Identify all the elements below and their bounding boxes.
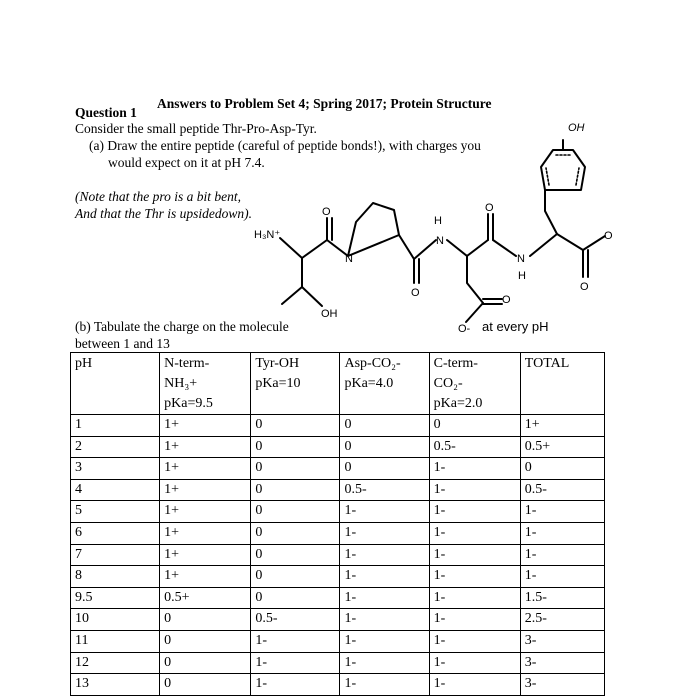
table-cell: 1: [71, 415, 160, 437]
thr-side-oh: [302, 287, 322, 306]
tyr-ring-inner: [546, 155, 579, 185]
pro-carbonyl: [399, 235, 414, 259]
table-cell: 0: [251, 501, 340, 523]
table-cell: 1-: [429, 652, 520, 674]
tyr-backbone: [530, 234, 583, 256]
thr-backbone: [280, 238, 302, 304]
carboxylate-note: at every pH: [482, 319, 549, 334]
table-cell: 1-: [340, 630, 429, 652]
table-row: [71, 458, 605, 480]
table-cell: 2.5-: [520, 609, 604, 631]
header-ph: pH: [71, 353, 160, 415]
table-cell: 0.5-: [251, 609, 340, 631]
note-line2: And that the Thr is upsidedown).: [75, 206, 253, 221]
thr-oh-label: OH: [321, 308, 338, 320]
table-row: [71, 415, 605, 437]
table-cell: 1-: [340, 501, 429, 523]
table-cell: 1-: [520, 522, 604, 544]
table-cell: 1-: [340, 566, 429, 588]
table-cell: 0: [429, 415, 520, 437]
table-cell: 3: [71, 458, 160, 480]
table-cell: 1+: [160, 436, 251, 458]
thr-carbonyl-o: [327, 218, 332, 240]
part-b-line2: between 1 and 13: [75, 336, 170, 351]
table-cell: 1+: [160, 566, 251, 588]
table-row: [71, 501, 605, 523]
tyr-co-o-label: O: [604, 230, 613, 242]
table-cell: 0: [251, 566, 340, 588]
table-cell: 0: [251, 587, 340, 609]
table-cell: 7: [71, 544, 160, 566]
table-cell: 1-: [429, 587, 520, 609]
table-cell: 1-: [251, 652, 340, 674]
tyr-carboxyl: [583, 250, 588, 277]
table-cell: 0: [160, 674, 251, 696]
table-cell: 0: [251, 436, 340, 458]
table-cell: 1-: [429, 566, 520, 588]
peptide-bond-2: [414, 240, 436, 259]
table-cell: 1+: [160, 458, 251, 480]
asp-backbone: [447, 240, 488, 256]
table-cell: 0.5-: [429, 436, 520, 458]
asp-carbonyl-o: [488, 214, 493, 240]
table-cell: 1+: [160, 522, 251, 544]
table-cell: 1+: [160, 415, 251, 437]
table-row: [71, 587, 605, 609]
table-cell: 1-: [429, 501, 520, 523]
table-cell: 1-: [340, 674, 429, 696]
table-row: [71, 522, 605, 544]
table-cell: 0: [251, 479, 340, 501]
table-cell: 9.5: [71, 587, 160, 609]
table-cell: 6: [71, 522, 160, 544]
asp-carboxylate-o: [483, 299, 502, 304]
carboxylate-label: O-: [458, 323, 471, 335]
table-cell: 1-: [520, 566, 604, 588]
pro-o-label: O: [411, 287, 420, 299]
note-line1: (Note that the pro is a bit bent,: [75, 189, 241, 204]
table-cell: 1-: [429, 544, 520, 566]
table-cell: 12: [71, 652, 160, 674]
table-cell: 4: [71, 479, 160, 501]
table-cell: 2: [71, 436, 160, 458]
table-row: [71, 436, 605, 458]
table-cell: 1+: [160, 501, 251, 523]
asp-co-o-label: O: [485, 202, 494, 214]
table-cell: 0: [340, 415, 429, 437]
pro-carbonyl-o: [414, 259, 419, 283]
table-cell: 0: [340, 458, 429, 480]
table-cell: 1-: [429, 674, 520, 696]
amine-label: H₃N⁺: [254, 229, 281, 241]
table-cell: 1-: [429, 609, 520, 631]
header-total: TOTAL: [520, 353, 604, 415]
table-cell: 8: [71, 566, 160, 588]
table-cell: 1-: [340, 652, 429, 674]
table-cell: 1+: [520, 415, 604, 437]
tyr-carboxyl-o: [583, 236, 605, 250]
table-cell: 1-: [340, 609, 429, 631]
page-title: Answers to Problem Set 4; Spring 2017; Protein Structure: [157, 96, 492, 111]
table-cell: 10: [71, 609, 160, 631]
table-row: [71, 630, 605, 652]
table-cell: 0: [251, 458, 340, 480]
table-cell: 1-: [429, 522, 520, 544]
part-a-line2: would expect on it at pH 7.4.: [108, 155, 265, 170]
tyr-h-label: H: [518, 270, 526, 282]
question-label: Question 1: [75, 105, 137, 120]
header-asp: Asp-CO₂- pKa=4.0: [340, 353, 429, 415]
part-b-line1: (b) Tabulate the charge on the molecule: [75, 319, 289, 334]
thr-o-label: O: [322, 206, 331, 218]
table-cell: 1+: [160, 479, 251, 501]
table-row: [71, 652, 605, 674]
table-cell: 0.5+: [160, 587, 251, 609]
part-a-line1: (a) Draw the entire peptide (careful of peptide bonds!), with charges you: [89, 138, 481, 153]
asp-h-label: H: [434, 215, 442, 227]
tyr-oh-label: OH: [568, 122, 585, 134]
peptide-bond-3: [493, 240, 516, 256]
table-cell: 1-: [429, 630, 520, 652]
table-cell: 0: [160, 652, 251, 674]
table-cell: 1-: [429, 458, 520, 480]
table-cell: 0: [251, 544, 340, 566]
tyr-n-label: N: [517, 253, 525, 265]
table-cell: 0.5-: [520, 479, 604, 501]
table-cell: 0: [251, 415, 340, 437]
table-cell: 1-: [340, 522, 429, 544]
asp-carboxylate-ominus: [466, 303, 483, 322]
tyr-co-o2-label: O: [580, 281, 589, 293]
table-cell: 1.5-: [520, 587, 604, 609]
table-header-row: [71, 353, 605, 415]
table-cell: 13: [71, 674, 160, 696]
table-cell: 0: [160, 630, 251, 652]
charge-table: [70, 352, 605, 696]
pro-ring: [348, 203, 399, 256]
asp-side-chain: [467, 256, 483, 303]
header-n-term: N-term- NH₃+ pKa=9.5: [160, 353, 251, 415]
table-cell: 1-: [251, 630, 340, 652]
table-cell: 3-: [520, 652, 604, 674]
table-cell: 1-: [520, 501, 604, 523]
table-row: [71, 609, 605, 631]
tyr-ring: [541, 150, 585, 190]
asp-o-label: O: [502, 294, 511, 306]
thr-carbonyl-c: [302, 240, 327, 258]
pro-n-label: N: [345, 253, 353, 265]
table-cell: 3-: [520, 674, 604, 696]
header-c-term: C-term- CO₂- pKa=2.0: [429, 353, 520, 415]
table-cell: 3-: [520, 630, 604, 652]
table-cell: 0: [520, 458, 604, 480]
table-cell: 1-: [251, 674, 340, 696]
tyr-side-chain: [545, 190, 557, 234]
table-row: [71, 674, 605, 696]
table-cell: 1-: [520, 544, 604, 566]
table-cell: 11: [71, 630, 160, 652]
table-cell: 0: [251, 522, 340, 544]
table-row: [71, 479, 605, 501]
table-cell: 1-: [340, 587, 429, 609]
table-row: [71, 544, 605, 566]
table-cell: 1+: [160, 544, 251, 566]
table-cell: 0: [160, 609, 251, 631]
question-intro: Consider the small peptide Thr-Pro-Asp-Tyr.: [75, 121, 317, 136]
table-row: [71, 566, 605, 588]
header-tyr-oh: Tyr-OH pKa=10: [251, 353, 340, 415]
table-cell: 0: [340, 436, 429, 458]
asp-n-label: N: [436, 235, 444, 247]
table-cell: 5: [71, 501, 160, 523]
table-cell: 0.5+: [520, 436, 604, 458]
table-cell: 1-: [340, 544, 429, 566]
table-cell: 0.5-: [340, 479, 429, 501]
table-cell: 1-: [429, 479, 520, 501]
